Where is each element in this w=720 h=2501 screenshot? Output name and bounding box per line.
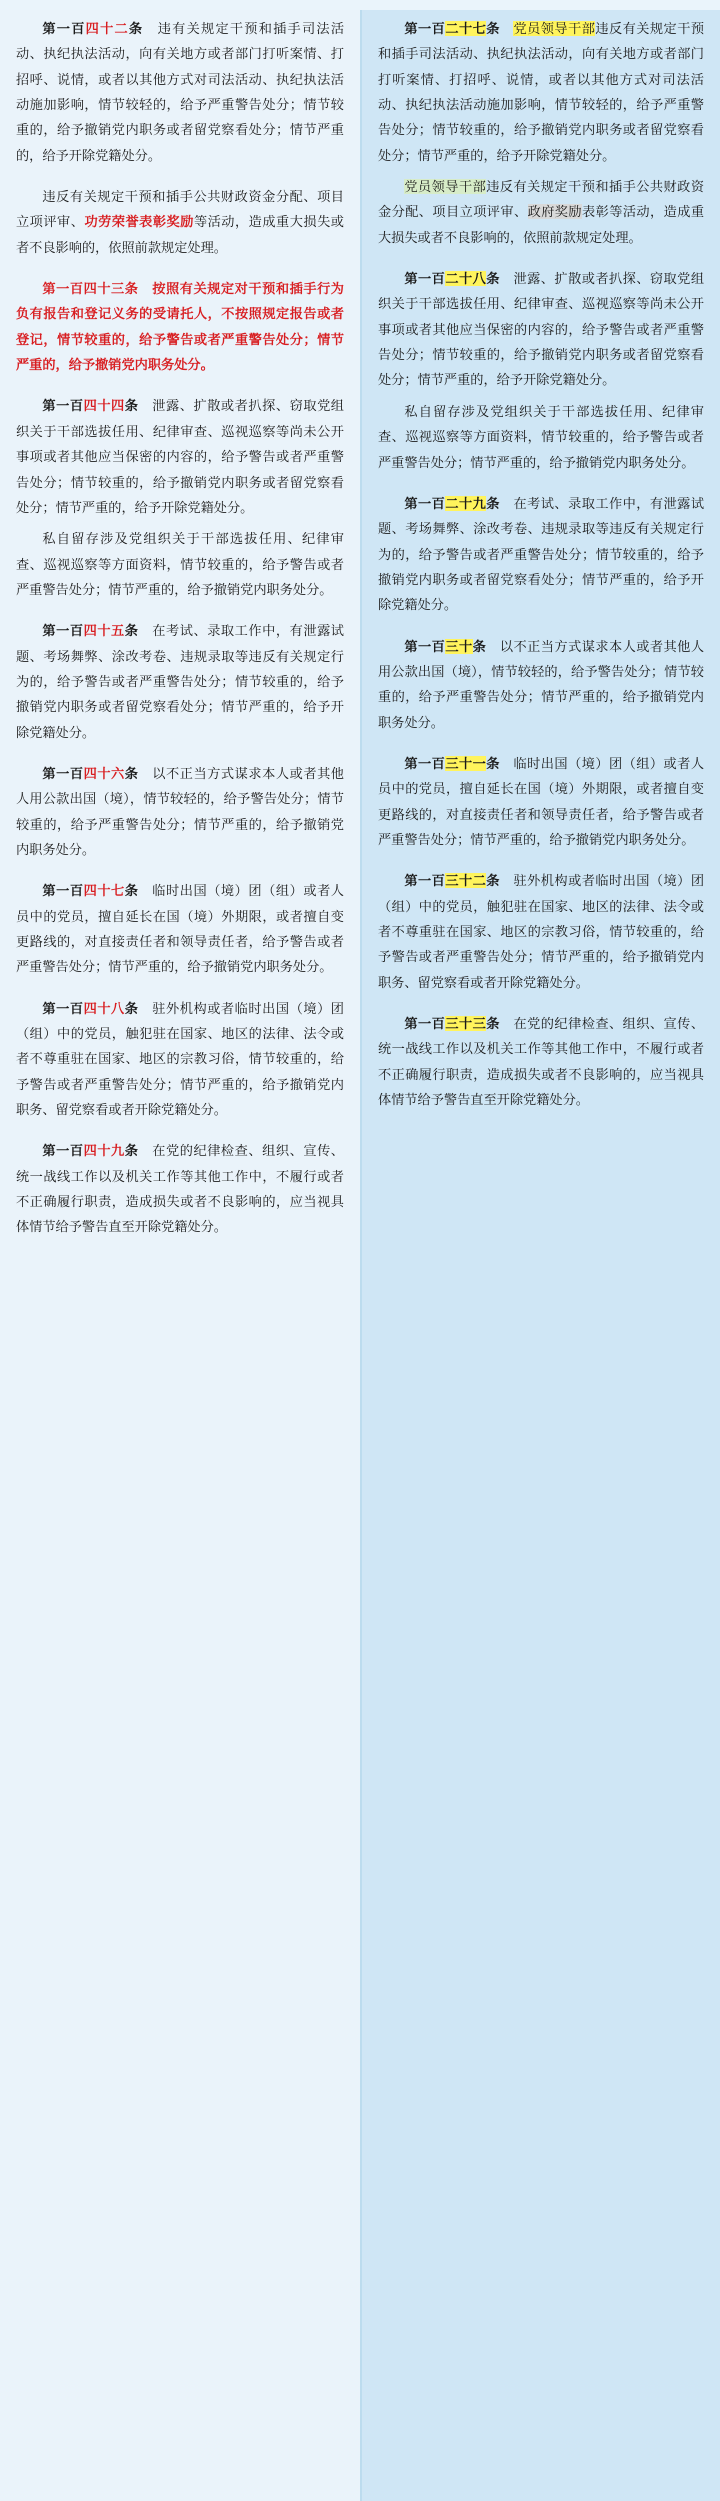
article-body: 驻外机构或者临时出国（境）团（组）中的党员，触犯驻在国家、地区的法律、法令或者不尊重驻在国家、地区的宗教习俗，情节较重的，给予警告或者严重警告处分；情节严重的，给予撤销党内职务、留党察看或者开除党籍处分。 bbox=[378, 873, 705, 990]
article-prefix: 第一百 bbox=[404, 755, 446, 771]
article-number: 四十四 bbox=[83, 398, 125, 414]
article-body: 在党的纪律检查、组织、宣传、统一战线工作以及机关工作等其他工作中，不履行或者不正确履行职责，造成损失或者不良影响的，应当视具体情节给予警告直至开除党籍处分。 bbox=[378, 1016, 705, 1108]
article-number: 四十二 bbox=[85, 21, 129, 36]
article-body: 按照有关规定对干预和插手行为负有报告和登记义务的受请托人，不按照规定报告或者登记，情节较重的，给予警告或者严重警告处分；情节严重的，给予撤销党内职务处分。 bbox=[16, 281, 344, 373]
article-127-paragraph2 bbox=[378, 174, 704, 250]
article-suffix: 条 bbox=[124, 281, 139, 297]
column-new-version bbox=[360, 10, 720, 2501]
article-128 bbox=[378, 266, 704, 393]
article-130 bbox=[378, 634, 704, 735]
article-body-part2: 等活动，造成重大损失或者不良影响的，依照前款规定处理。 bbox=[16, 214, 344, 255]
article-number: 四十七 bbox=[83, 883, 125, 899]
article-body: 在考试、录取工作中，有泄露试题、考场舞弊、涂改考卷、违规录取等违反有关规定行为的，给予警告或者严重警告处分；情节较重的，给予撤销党内职务或者留党察看处分；情节严重的，给予开除党籍处分。 bbox=[378, 495, 705, 613]
article-129 bbox=[378, 491, 704, 618]
article-prefix: 第一百 bbox=[42, 21, 86, 36]
article-prefix: 第一百 bbox=[404, 271, 446, 287]
article-number: 三十一 bbox=[445, 755, 487, 771]
article-144 bbox=[16, 393, 344, 520]
article-suffix: 条 bbox=[486, 873, 500, 889]
article-143 bbox=[16, 276, 344, 377]
article-prefix: 第一百 bbox=[404, 638, 446, 654]
article-prefix: 第一百 bbox=[42, 281, 84, 297]
article-128-paragraph2 bbox=[378, 399, 704, 475]
article-prefix: 第一百 bbox=[42, 883, 84, 899]
article-prefix: 第一百 bbox=[42, 398, 84, 414]
article-body: 违有关规定干预和插手司法活动、执纪执法活动，向有关地方或者部门打听案情、打招呼、说情，或者以其他方式对司法活动、执纪执法活动施加影响，情节较轻的，给予严重警告处分；情节较重的，给予撤销党内职务或者留党察看处分；情节严重的，给予开除党籍处分。 bbox=[16, 21, 345, 163]
article-body: 在考试、录取工作中，有泄露试题、考场舞弊、涂改考卷、违规录取等违反有关规定行为的，给予警告或者严重警告处分；情节较重的，给予撤销党内职务或者留党察看处分；情节严重的，给予开除党籍处分。 bbox=[16, 623, 344, 740]
article-number: 二十八 bbox=[445, 271, 487, 287]
article-suffix: 条 bbox=[486, 755, 500, 771]
article-suffix: 条 bbox=[124, 765, 139, 781]
article-133 bbox=[378, 1011, 704, 1112]
article-147 bbox=[16, 878, 344, 979]
article-prefix: 第一百 bbox=[404, 873, 446, 889]
article-suffix: 条 bbox=[124, 623, 139, 639]
article-body: 私自留存涉及党组织关于干部选拔任用、纪律审查、巡视巡察等方面资料，情节较重的，给予警告或者严重警告处分；情节严重的，给予撤销党内职务处分。 bbox=[16, 531, 344, 597]
article-144-paragraph2 bbox=[16, 526, 344, 602]
article-suffix: 条 bbox=[124, 1143, 139, 1159]
article-prefix: 第一百 bbox=[404, 495, 446, 511]
article-number: 三十三 bbox=[445, 1016, 487, 1032]
highlight-subject: 党员领导干部 bbox=[513, 21, 596, 36]
article-body: 泄露、扩散或者扒探、窃取党组织关于干部选拔任用、纪律审查、巡视巡察等尚未公开事项或者其他应当保密的内容的，给予警告或者严重警告处分；情节较重的，给予撤销党内职务或者留党察看处分；情节严重的，给予开除党籍处分。 bbox=[16, 398, 344, 515]
highlight-grey-phrase: 政府奖励 bbox=[527, 204, 583, 220]
article-number: 二十九 bbox=[445, 495, 487, 511]
article-suffix: 条 bbox=[486, 495, 500, 511]
article-suffix: 条 bbox=[486, 1016, 500, 1032]
article-body-part1: 违反有关规定干预和插手公共财政资金分配、项目立项评审、 bbox=[378, 179, 705, 220]
article-prefix: 第一百 bbox=[42, 1143, 84, 1159]
article-body: 在党的纪律检查、组织、宣传、统一战线工作以及机关工作等其他工作中，不履行或者不正确履行职责，造成损失或者不良影响的，应当视具体情节给予警告直至开除党籍处分。 bbox=[16, 1143, 344, 1235]
article-number: 四十五 bbox=[83, 623, 125, 639]
article-body-part2: 表彰等活动，造成重大损失或者不良影响的，依照前款规定处理。 bbox=[378, 204, 705, 245]
article-131 bbox=[378, 751, 704, 852]
article-prefix: 第一百 bbox=[42, 1000, 84, 1016]
article-prefix: 第一百 bbox=[404, 21, 446, 36]
article-body: 以不正当方式谋求本人或者其他人用公款出国（境），情节较轻的，给予警告处分；情节较重的，给予严重警告处分；情节严重的，给予撤销党内职务处分。 bbox=[16, 765, 344, 857]
article-body: 以不正当方式谋求本人或者其他人用公款出国（境），情节较轻的，给予警告处分；情节较重的，给予严重警告处分；情节严重的，给予撤销党内职务处分。 bbox=[378, 638, 705, 730]
article-prefix: 第一百 bbox=[42, 623, 84, 639]
article-suffix: 条 bbox=[128, 21, 144, 36]
article-146 bbox=[16, 761, 344, 862]
article-body: 临时出国（境）团（组）或者人员中的党员，擅自延长在国（境）外期限，或者擅自变更路线的，对直接责任者和领导责任者，给予警告或者严重警告处分；情节严重的，给予撤销党内职务处分。 bbox=[16, 883, 344, 975]
article-142 bbox=[16, 16, 344, 168]
article-prefix: 第一百 bbox=[42, 765, 84, 781]
article-number: 二十七 bbox=[445, 21, 487, 36]
article-149 bbox=[16, 1138, 344, 1239]
article-number: 四十九 bbox=[83, 1143, 125, 1159]
article-suffix: 条 bbox=[124, 883, 139, 899]
article-132 bbox=[378, 868, 704, 995]
highlight-subject-green: 党员领导干部 bbox=[404, 179, 487, 195]
article-148 bbox=[16, 996, 344, 1123]
article-number: 四十三 bbox=[83, 281, 125, 297]
article-body-part1: 违反有关规定干预和插手公共财政资金分配、项目立项评审、 bbox=[16, 189, 344, 230]
article-142-paragraph2 bbox=[16, 184, 344, 260]
article-body: 泄露、扩散或者扒探、窃取党组织关于干部选拔任用、纪律审查、巡视巡察等尚未公开事项或者其他应当保密的内容的，给予警告或者严重警告处分；情节较重的，给予撤销党内职务或者留党察看处分；情节严重的，给予开除党籍处分。 bbox=[378, 271, 705, 388]
article-145 bbox=[16, 618, 344, 745]
highlight-red-phrase: 功劳荣誉表彰奖励 bbox=[84, 214, 194, 230]
article-suffix: 条 bbox=[124, 398, 139, 414]
column-old-version bbox=[0, 10, 360, 2501]
article-number: 三十二 bbox=[445, 873, 487, 889]
article-127 bbox=[378, 16, 704, 168]
article-suffix: 条 bbox=[124, 1000, 139, 1016]
article-number: 四十八 bbox=[83, 1000, 125, 1016]
article-prefix: 第一百 bbox=[404, 1016, 446, 1032]
article-number: 四十六 bbox=[83, 765, 125, 781]
article-suffix: 条 bbox=[486, 271, 500, 287]
article-number: 三十 bbox=[445, 638, 473, 654]
article-suffix: 条 bbox=[472, 638, 487, 654]
article-suffix: 条 bbox=[486, 21, 500, 36]
article-body: 违反有关规定干预和插手司法活动、执纪执法活动，向有关地方或者部门打听案情、打招呼、说情，或者以其他方式对司法活动、执纪执法活动施加影响，情节较轻的，给予严重警告处分；情节较重的，给予撤销党内职务或者留党察看处分；情节严重的，给予开除党籍处分。 bbox=[378, 21, 705, 163]
article-body: 驻外机构或者临时出国（境）团（组）中的党员，触犯驻在国家、地区的法律、法令或者不尊重驻在国家、地区的宗教习俗，情节较重的，给予警告或者严重警告处分；情节严重的，给予撤销党内职务、留党察看或者开除党籍处分。 bbox=[16, 1000, 344, 1118]
article-body: 私自留存涉及党组织关于干部选拔任用、纪律审查、巡视巡察等方面资料，情节较重的，给予警告或者严重警告处分；情节严重的，给予撤销党内职务处分。 bbox=[378, 403, 704, 470]
article-body: 临时出国（境）团（组）或者人员中的党员，擅自延长在国（境）外期限，或者擅自变更路线的，对直接责任者和领导责任者，给予警告或者严重警告处分；情节严重的，给予撤销党内职务处分。 bbox=[378, 755, 705, 847]
